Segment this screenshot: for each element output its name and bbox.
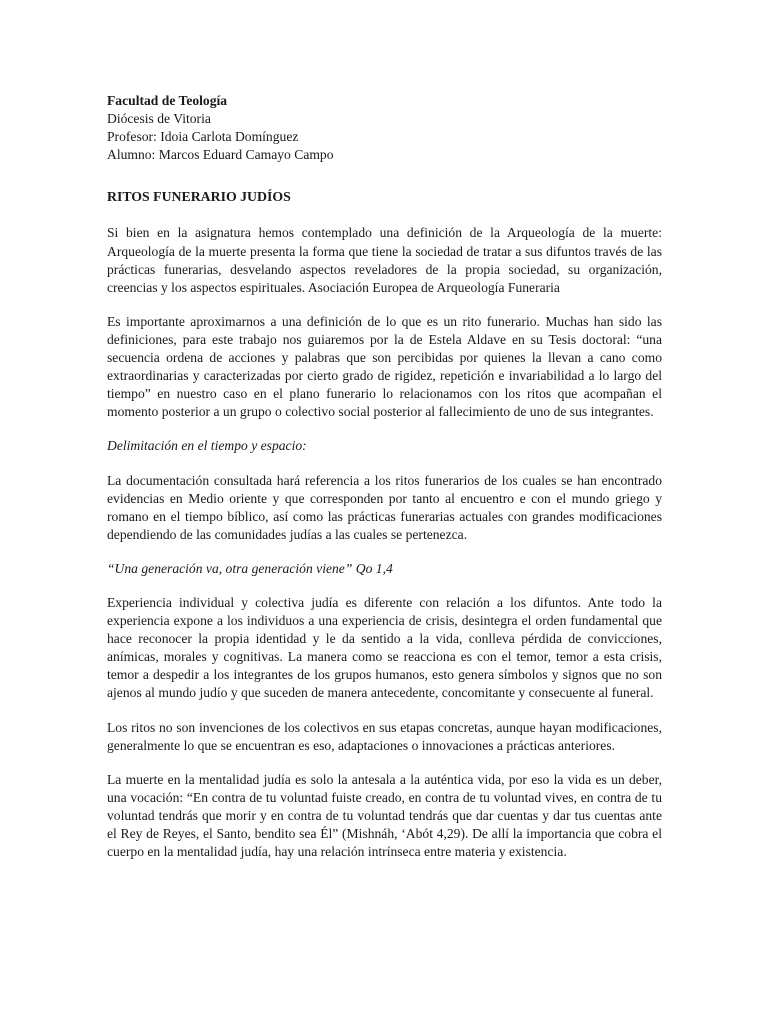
document-header [107,92,662,164]
faculty-name: Facultad de Teología [107,93,228,108]
paragraph-experience: Experiencia individual y colectiva judía es diferente con relación a los difuntos. Ante todo la experiencia expone a los individuos a una experiencia de crisis, desintegra el orden fundamental que hace reconocer la propia identidad y le da sentido a la vida, conlleva pérdida de convicciones, anímicas, morales y cognitivas. La manera como se reacciona es con el temor, temor a esta crisis, temor a despedir a los integrantes de los grupos humanos, esto genera símbolos y signos que no son ajenos al mundo judío y que suceden de manera antecedente, concomitante y consecuente al funeral. [107,594,662,701]
section-heading-time-space: Delimitación en el tiempo y espacio: [107,438,307,454]
document-title: RITOS FUNERARIO JUDÍOS [107,189,291,205]
quote-heading-generation: “Una generación va, otra generación viene” Qo 1,4 [107,560,393,576]
paragraph-funeral-rite-definition: Es importante aproximarnos a una definición de lo que es un rito funerario. Muchas han sido las definiciones, para este trabajo nos guiaremos por la de Estela Aldave en su Tesis doctoral: “una secuencia ordena de acciones y palabras que son percibidas por quienes la llevan a cano como extraordinarias y caracterizadas por cierto grado de rigidez, repetición e invariabilidad a lo largo del tiempo” en nuestro caso en el plano funerario lo relacionamos con los ritos que acompañan el momento posterior a un grupo o colectivo social posterior al fallecimiento de uno de sus integrantes. [107,313,662,420]
document-page [107,92,662,861]
professor-name: Profesor: Idoia Carlota Domínguez [107,129,299,145]
paragraph-rites-invention: Los ritos no son invenciones de los colectivos en sus etapas concretas, aunque hayan modificaciones, generalmente lo que se encuentran es eso, adaptaciones o innovaciones a prácticas anteriores. [107,719,662,753]
diocese-name: Diócesis de Vitoria [107,111,211,127]
paragraph-documentation: La documentación consultada hará referencia a los ritos funerarios de los cuales se han encontrado evidencias en Medio oriente y que corresponden por tanto al encuentro e con el mundo griego y romano en el tiempo bíblico, así como las prácticas funerarias actuales con grandes modificaciones dependiendo de las comunidades judías a las cuales se pertenezca. [107,472,662,542]
student-name: Alumno: Marcos Eduard Camayo Campo [107,147,334,163]
paragraph-death-mentality: La muerte en la mentalidad judía es solo la antesala a la auténtica vida, por eso la vida es un deber, una vocación: “En contra de tu voluntad fuiste creado, en contra de tu voluntad vives, en contra de tu voluntad tendrás que morir y en contra de tu voluntad tendrás que dar cuentas y dar tus cuentas ante el Rey de Reyes, el Santo, bendito sea Él” (Mishnáh, ‘Abót 4,29). De allí la importancia que cobra el cuerpo en la mentalidad judía, hay una relación intrínseca entre materia y existencia. [107,771,662,860]
paragraph-definition-archaeology: Si bien en la asignatura hemos contemplado una definición de la Arqueología de la muerte: Arqueología de la muerte presenta la forma que tiene la sociedad de tratar a sus difuntos través de las prácticas funerarias, desvelando aspectos reveladores de la propia sociedad, su organización, creencias y los aspectos espirituales. Asociación Europea de Arqueología Funeraria [107,225,662,295]
